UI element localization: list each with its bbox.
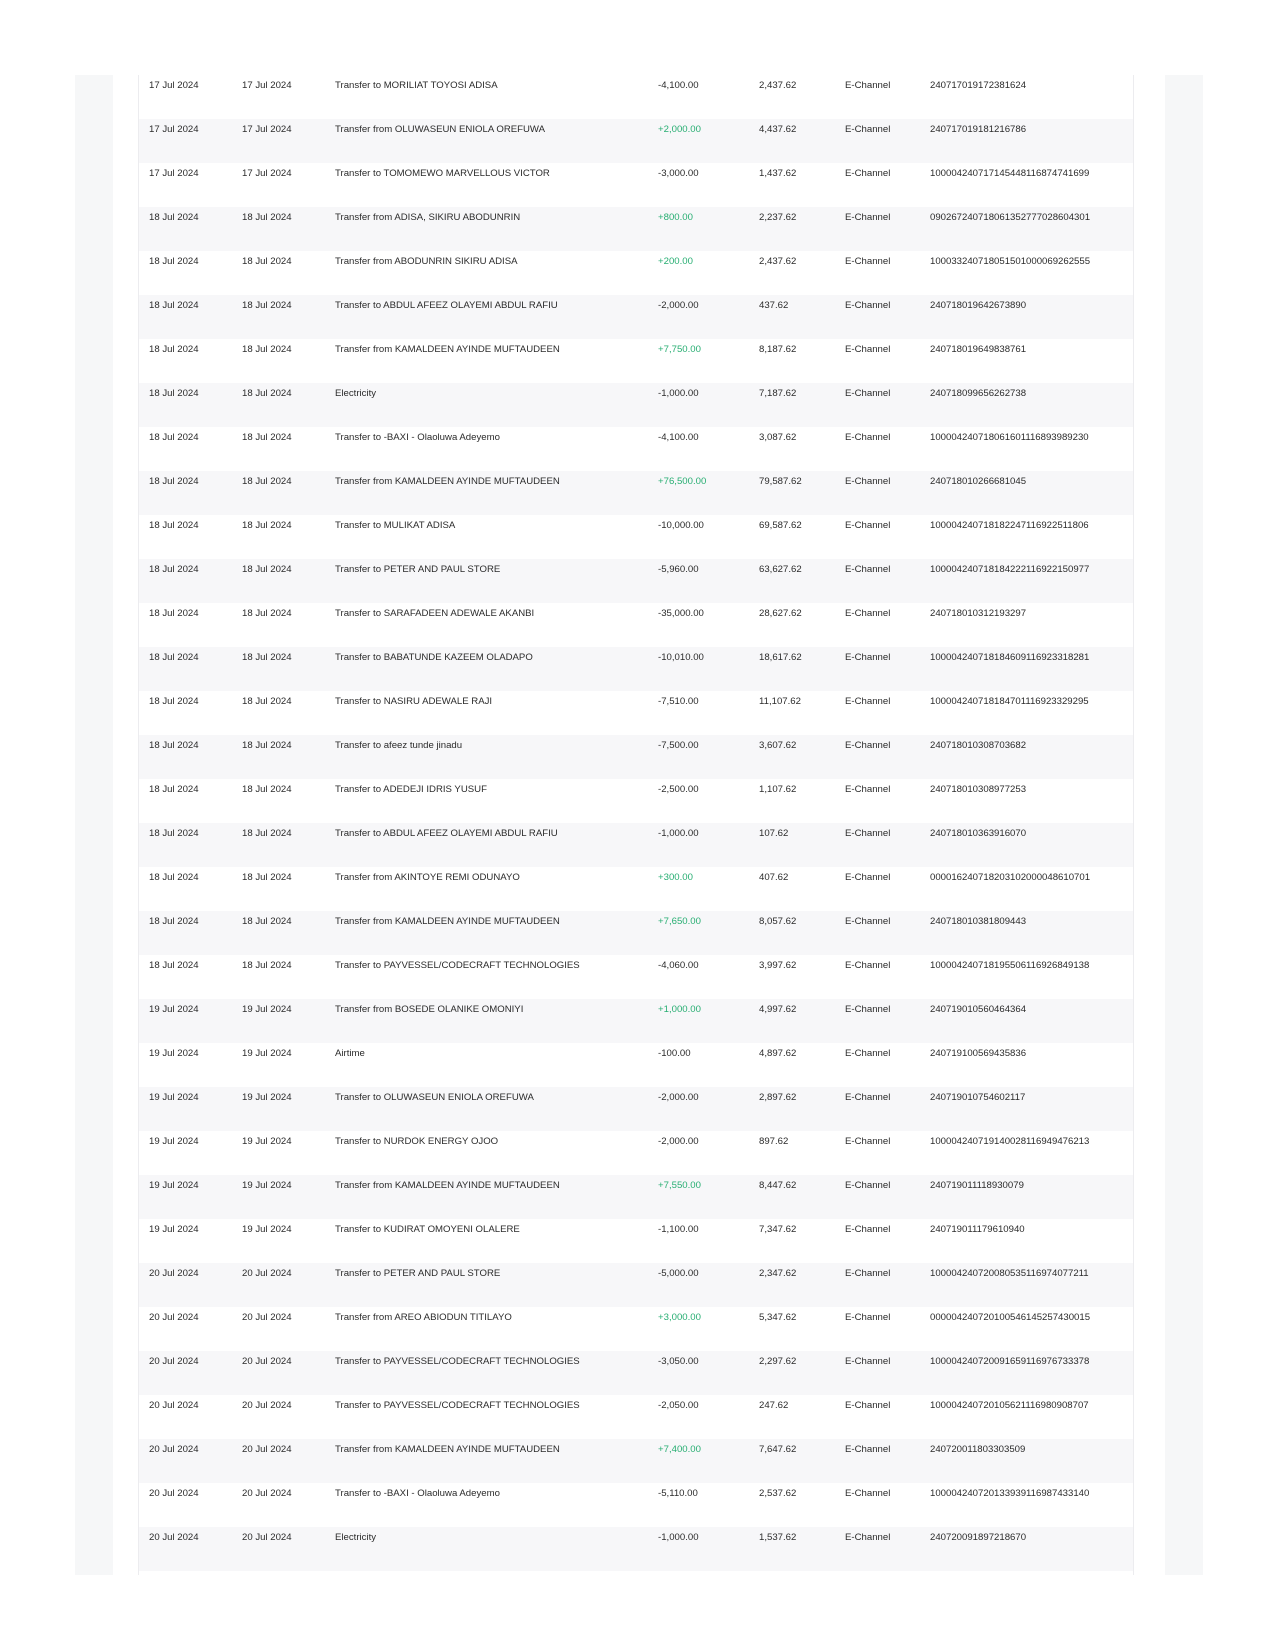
transaction-date: 18 Jul 2024	[149, 608, 199, 619]
transaction-row	[139, 1043, 1133, 1087]
transaction-date: 19 Jul 2024	[149, 1224, 199, 1235]
right-margin-band	[1165, 75, 1203, 1575]
transaction-channel: E-Channel	[845, 1268, 891, 1279]
transaction-description: Transfer from KAMALDEEN AYINDE MUFTAUDEEN	[335, 916, 560, 927]
value-date: 18 Jul 2024	[242, 476, 292, 487]
transaction-channel: E-Channel	[845, 388, 891, 399]
transaction-reference: 000016240718203102000048610701	[930, 872, 1091, 883]
running-balance: 4,437.62	[759, 124, 797, 135]
transaction-reference: 100004240718061601116893989230	[930, 432, 1089, 443]
transaction-description: Transfer to TOMOMEWO MARVELLOUS VICTOR	[335, 168, 550, 179]
transaction-channel: E-Channel	[845, 1312, 891, 1323]
transaction-row	[139, 603, 1133, 647]
transaction-amount: -100.00	[658, 1048, 691, 1059]
transaction-row	[139, 1307, 1133, 1351]
transaction-channel: E-Channel	[845, 960, 891, 971]
transaction-date: 20 Jul 2024	[149, 1268, 199, 1279]
transaction-description: Transfer to NASIRU ADEWALE RAJI	[335, 696, 493, 707]
transaction-description: Transfer from AKINTOYE REMI ODUNAYO	[335, 872, 520, 883]
transaction-date: 18 Jul 2024	[149, 784, 199, 795]
transaction-row	[139, 779, 1133, 823]
transaction-reference: 240719100569435836	[930, 1048, 1027, 1059]
running-balance: 2,297.62	[759, 1356, 797, 1367]
transaction-row	[139, 163, 1133, 207]
transaction-reference: 100004240717145448116874741699	[930, 168, 1090, 179]
transaction-date: 18 Jul 2024	[149, 300, 199, 311]
transaction-reference: 100004240718182247116922511806	[930, 520, 1089, 531]
transaction-amount: -7,500.00	[658, 740, 699, 751]
transaction-reference: 090267240718061352777028604301	[930, 212, 1091, 223]
transaction-date: 17 Jul 2024	[149, 80, 199, 91]
running-balance: 5,347.62	[759, 1312, 797, 1323]
transaction-amount: -2,500.00	[658, 784, 699, 795]
transaction-description: Transfer to PETER AND PAUL STORE	[335, 1268, 501, 1279]
transaction-amount: -10,010.00	[658, 652, 704, 663]
transaction-date: 18 Jul 2024	[149, 256, 199, 267]
value-date: 20 Jul 2024	[242, 1356, 292, 1367]
transaction-amount: -1,000.00	[658, 388, 699, 399]
transaction-reference: 240718010312193297	[930, 608, 1027, 619]
value-date: 18 Jul 2024	[242, 432, 292, 443]
transaction-amount: +7,750.00	[658, 344, 701, 355]
transaction-description: Transfer from ADISA, SIKIRU ABODUNRIN	[335, 212, 521, 223]
transaction-reference: 240718010266681045	[930, 476, 1027, 487]
transaction-amount: -2,050.00	[658, 1400, 699, 1411]
transaction-reference: 240718010308977253	[930, 784, 1027, 795]
transaction-date: 18 Jul 2024	[149, 344, 199, 355]
transaction-description: Transfer to PAYVESSEL/CODECRAFT TECHNOLOGIES	[335, 1356, 580, 1367]
running-balance: 247.62	[759, 1400, 789, 1411]
transaction-date: 19 Jul 2024	[149, 1004, 199, 1015]
running-balance: 69,587.62	[759, 520, 802, 531]
transaction-date: 19 Jul 2024	[149, 1092, 199, 1103]
transaction-date: 18 Jul 2024	[149, 564, 199, 575]
transaction-date: 18 Jul 2024	[149, 212, 199, 223]
running-balance: 7,347.62	[759, 1224, 797, 1235]
transaction-row	[139, 207, 1133, 251]
value-date: 18 Jul 2024	[242, 344, 292, 355]
transaction-amount: -5,000.00	[658, 1268, 699, 1279]
running-balance: 18,617.62	[759, 652, 802, 663]
transaction-date: 18 Jul 2024	[149, 696, 199, 707]
transaction-channel: E-Channel	[845, 476, 891, 487]
value-date: 19 Jul 2024	[242, 1224, 292, 1235]
transaction-date: 18 Jul 2024	[149, 432, 199, 443]
value-date: 20 Jul 2024	[242, 1312, 292, 1323]
value-date: 18 Jul 2024	[242, 520, 292, 531]
transaction-amount: +200.00	[658, 256, 693, 267]
transaction-channel: E-Channel	[845, 256, 891, 267]
transaction-row	[139, 427, 1133, 471]
running-balance: 8,187.62	[759, 344, 797, 355]
transaction-reference: 240719010560464364	[930, 1004, 1027, 1015]
left-margin-band	[75, 75, 113, 1575]
transaction-channel: E-Channel	[845, 916, 891, 927]
transaction-channel: E-Channel	[845, 652, 891, 663]
transaction-row	[139, 119, 1133, 163]
transaction-amount: -4,100.00	[658, 80, 699, 91]
transaction-description: Transfer to PETER AND PAUL STORE	[335, 564, 501, 575]
transaction-channel: E-Channel	[845, 212, 891, 223]
transaction-channel: E-Channel	[845, 872, 891, 883]
transaction-description: Transfer to KUDIRAT OMOYENI OLALERE	[335, 1224, 520, 1235]
running-balance: 3,997.62	[759, 960, 797, 971]
transaction-row	[139, 1219, 1133, 1263]
value-date: 20 Jul 2024	[242, 1268, 292, 1279]
running-balance: 28,627.62	[759, 608, 802, 619]
transaction-date: 19 Jul 2024	[149, 1136, 199, 1147]
transaction-date: 18 Jul 2024	[149, 520, 199, 531]
transaction-description: Transfer from ABODUNRIN SIKIRU ADISA	[335, 256, 518, 267]
transaction-row	[139, 1483, 1133, 1527]
transaction-reference: 240718019649838761	[930, 344, 1027, 355]
running-balance: 63,627.62	[759, 564, 802, 575]
transaction-channel: E-Channel	[845, 784, 891, 795]
running-balance: 7,647.62	[759, 1444, 797, 1455]
transaction-description: Transfer to afeez tunde jinadu	[335, 740, 463, 751]
transaction-amount: -3,000.00	[658, 168, 699, 179]
transaction-row	[139, 471, 1133, 515]
transaction-channel: E-Channel	[845, 740, 891, 751]
value-date: 18 Jul 2024	[242, 256, 292, 267]
transaction-amount: -4,060.00	[658, 960, 699, 971]
transaction-row	[139, 1351, 1133, 1395]
value-date: 20 Jul 2024	[242, 1444, 292, 1455]
transaction-row	[139, 1131, 1133, 1175]
transaction-date: 20 Jul 2024	[149, 1312, 199, 1323]
transaction-amount: -1,000.00	[658, 1532, 699, 1543]
transaction-description: Transfer from BOSEDE OLANIKE OMONIYI	[335, 1004, 524, 1015]
transaction-reference: 240718010363916070	[930, 828, 1027, 839]
transaction-date: 20 Jul 2024	[149, 1532, 199, 1543]
running-balance: 2,897.62	[759, 1092, 797, 1103]
transaction-amount: +7,650.00	[658, 916, 701, 927]
transaction-amount: -3,050.00	[658, 1356, 699, 1367]
transaction-reference: 100033240718051501000069262555	[930, 256, 1091, 267]
transaction-amount: -5,960.00	[658, 564, 699, 575]
transaction-reference: 240720011803303509	[930, 1444, 1026, 1455]
transaction-reference: 100004240720091659116976733378	[930, 1356, 1090, 1367]
transaction-description: Electricity	[335, 1532, 377, 1543]
running-balance: 11,107.62	[759, 696, 801, 707]
transaction-description: Transfer to MULIKAT ADISA	[335, 520, 456, 531]
transaction-channel: E-Channel	[845, 300, 891, 311]
running-balance: 4,897.62	[759, 1048, 797, 1059]
value-date: 20 Jul 2024	[242, 1400, 292, 1411]
transaction-row	[139, 999, 1133, 1043]
value-date: 18 Jul 2024	[242, 740, 292, 751]
transaction-channel: E-Channel	[845, 608, 891, 619]
running-balance: 2,437.62	[759, 80, 797, 91]
transaction-amount: -5,110.00	[658, 1488, 698, 1499]
value-date: 19 Jul 2024	[242, 1048, 292, 1059]
transaction-amount: -2,000.00	[658, 300, 699, 311]
transaction-reference: 100004240720133939116987433140	[930, 1488, 1090, 1499]
transaction-date: 20 Jul 2024	[149, 1400, 199, 1411]
transaction-channel: E-Channel	[845, 1532, 891, 1543]
transaction-date: 20 Jul 2024	[149, 1356, 199, 1367]
value-date: 18 Jul 2024	[242, 828, 292, 839]
transaction-reference: 100004240718184609116923318281	[930, 652, 1090, 663]
transaction-amount: +800.00	[658, 212, 693, 223]
transaction-row	[139, 955, 1133, 999]
transaction-description: Transfer to OLUWASEUN ENIOLA OREFUWA	[335, 1092, 534, 1103]
value-date: 18 Jul 2024	[242, 916, 292, 927]
running-balance: 2,437.62	[759, 256, 797, 267]
transaction-channel: E-Channel	[845, 1136, 891, 1147]
transaction-table	[139, 75, 1133, 1571]
transaction-row	[139, 1263, 1133, 1307]
transaction-row	[139, 867, 1133, 911]
transaction-description: Transfer to BABATUNDE KAZEEM OLADAPO	[335, 652, 533, 663]
transaction-date: 18 Jul 2024	[149, 828, 199, 839]
value-date: 19 Jul 2024	[242, 1004, 292, 1015]
transaction-description: Transfer from KAMALDEEN AYINDE MUFTAUDEEN	[335, 1444, 560, 1455]
transaction-reference: 100004240720105621116980908707	[930, 1400, 1089, 1411]
value-date: 18 Jul 2024	[242, 652, 292, 663]
transaction-description: Transfer to MORILIAT TOYOSI ADISA	[335, 80, 498, 91]
transaction-date: 19 Jul 2024	[149, 1048, 199, 1059]
transaction-amount: +7,400.00	[658, 1444, 701, 1455]
transaction-date: 17 Jul 2024	[149, 124, 199, 135]
transaction-amount: +76,500.00	[658, 476, 707, 487]
running-balance: 7,187.62	[759, 388, 797, 399]
transaction-description: Transfer to PAYVESSEL/CODECRAFT TECHNOLOGIES	[335, 960, 580, 971]
value-date: 18 Jul 2024	[242, 212, 292, 223]
value-date: 18 Jul 2024	[242, 696, 292, 707]
transaction-channel: E-Channel	[845, 1444, 891, 1455]
transaction-row	[139, 647, 1133, 691]
transaction-amount: -1,000.00	[658, 828, 699, 839]
transaction-row	[139, 1395, 1133, 1439]
transaction-reference: 100004240718195506116926849138	[930, 960, 1090, 971]
value-date: 17 Jul 2024	[242, 124, 292, 135]
transaction-date: 18 Jul 2024	[149, 872, 199, 883]
transaction-amount: +300.00	[658, 872, 693, 883]
transaction-description: Transfer to NURDOK ENERGY OJOO	[335, 1136, 499, 1147]
transaction-reference: 240719011179610940	[930, 1224, 1025, 1235]
transaction-row	[139, 823, 1133, 867]
transaction-description: Transfer to -BAXI - Olaoluwa Adeyemo	[335, 432, 500, 443]
transaction-reference: 100004240718184701116923329295	[930, 696, 1089, 707]
transaction-channel: E-Channel	[845, 124, 891, 135]
transaction-channel: E-Channel	[845, 1092, 891, 1103]
value-date: 18 Jul 2024	[242, 960, 292, 971]
transaction-amount: -4,100.00	[658, 432, 699, 443]
transaction-date: 20 Jul 2024	[149, 1444, 199, 1455]
value-date: 18 Jul 2024	[242, 300, 292, 311]
transaction-reference: 240717019181216786	[930, 124, 1027, 135]
running-balance: 2,347.62	[759, 1268, 797, 1279]
transaction-reference: 240719011118930079	[930, 1180, 1024, 1191]
transaction-description: Transfer from KAMALDEEN AYINDE MUFTAUDEEN	[335, 476, 560, 487]
value-date: 20 Jul 2024	[242, 1488, 292, 1499]
transaction-date: 18 Jul 2024	[149, 960, 199, 971]
transaction-date: 18 Jul 2024	[149, 388, 199, 399]
transaction-amount: +3,000.00	[658, 1312, 701, 1323]
transaction-row	[139, 1087, 1133, 1131]
running-balance: 8,057.62	[759, 916, 797, 927]
transaction-channel: E-Channel	[845, 828, 891, 839]
transaction-date: 18 Jul 2024	[149, 916, 199, 927]
transaction-channel: E-Channel	[845, 564, 891, 575]
transaction-channel: E-Channel	[845, 344, 891, 355]
value-date: 17 Jul 2024	[242, 80, 292, 91]
transaction-row	[139, 383, 1133, 427]
transaction-description: Transfer from KAMALDEEN AYINDE MUFTAUDEEN	[335, 1180, 560, 1191]
transaction-reference: 240717019172381624	[930, 80, 1027, 91]
transaction-channel: E-Channel	[845, 1224, 891, 1235]
value-date: 18 Jul 2024	[242, 784, 292, 795]
transaction-channel: E-Channel	[845, 520, 891, 531]
transaction-amount: -1,100.00	[658, 1224, 699, 1235]
transaction-reference: 240718019642673890	[930, 300, 1027, 311]
transaction-date: 19 Jul 2024	[149, 1180, 199, 1191]
transaction-date: 18 Jul 2024	[149, 652, 199, 663]
running-balance: 8,447.62	[759, 1180, 797, 1191]
running-balance: 79,587.62	[759, 476, 802, 487]
transaction-channel: E-Channel	[845, 1004, 891, 1015]
value-date: 18 Jul 2024	[242, 564, 292, 575]
transaction-row	[139, 1175, 1133, 1219]
transaction-channel: E-Channel	[845, 1488, 891, 1499]
transaction-description: Transfer to ABDUL AFEEZ OLAYEMI ABDUL RAFIU	[335, 300, 558, 311]
transaction-reference: 100004240718184222116922150977	[930, 564, 1090, 575]
transaction-row	[139, 1527, 1133, 1571]
transaction-description: Transfer from OLUWASEUN ENIOLA OREFUWA	[335, 124, 546, 135]
transaction-amount: +2,000.00	[658, 124, 701, 135]
transaction-description: Transfer to ABDUL AFEEZ OLAYEMI ABDUL RAFIU	[335, 828, 558, 839]
transaction-channel: E-Channel	[845, 432, 891, 443]
running-balance: 2,537.62	[759, 1488, 797, 1499]
running-balance: 2,237.62	[759, 212, 797, 223]
transaction-reference: 240718010308703682	[930, 740, 1027, 751]
transaction-row	[139, 75, 1133, 119]
transaction-row	[139, 911, 1133, 955]
transaction-row	[139, 295, 1133, 339]
value-date: 18 Jul 2024	[242, 608, 292, 619]
statement-sheet	[138, 75, 1134, 1575]
transaction-description: Transfer to -BAXI - Olaoluwa Adeyemo	[335, 1488, 500, 1499]
transaction-amount: -10,000.00	[658, 520, 704, 531]
transaction-description: Transfer from KAMALDEEN AYINDE MUFTAUDEEN	[335, 344, 560, 355]
running-balance: 4,997.62	[759, 1004, 797, 1015]
running-balance: 3,087.62	[759, 432, 797, 443]
transaction-amount: +7,550.00	[658, 1180, 701, 1191]
running-balance: 1,437.62	[759, 168, 797, 179]
transaction-channel: E-Channel	[845, 1180, 891, 1191]
running-balance: 407.62	[759, 872, 789, 883]
transaction-date: 18 Jul 2024	[149, 740, 199, 751]
running-balance: 1,537.62	[759, 1532, 797, 1543]
value-date: 20 Jul 2024	[242, 1532, 292, 1543]
transaction-row	[139, 515, 1133, 559]
transaction-date: 17 Jul 2024	[149, 168, 199, 179]
transaction-reference: 240718010381809443	[930, 916, 1027, 927]
transaction-channel: E-Channel	[845, 1048, 891, 1059]
transaction-description: Airtime	[335, 1048, 365, 1059]
transaction-reference: 100004240720080535116974077211	[930, 1268, 1089, 1279]
transaction-description: Electricity	[335, 388, 377, 399]
value-date: 18 Jul 2024	[242, 872, 292, 883]
running-balance: 3,607.62	[759, 740, 797, 751]
transaction-amount: -35,000.00	[658, 608, 704, 619]
transaction-amount: +1,000.00	[658, 1004, 701, 1015]
transaction-channel: E-Channel	[845, 80, 891, 91]
transaction-description: Transfer to PAYVESSEL/CODECRAFT TECHNOLOGIES	[335, 1400, 580, 1411]
transaction-channel: E-Channel	[845, 696, 891, 707]
transaction-amount: -2,000.00	[658, 1136, 699, 1147]
transaction-reference: 240718099656262738	[930, 388, 1027, 399]
value-date: 19 Jul 2024	[242, 1092, 292, 1103]
transaction-channel: E-Channel	[845, 1356, 891, 1367]
transaction-channel: E-Channel	[845, 168, 891, 179]
transaction-amount: -7,510.00	[658, 696, 699, 707]
transaction-date: 18 Jul 2024	[149, 476, 199, 487]
value-date: 19 Jul 2024	[242, 1180, 292, 1191]
transaction-description: Transfer to ADEDEJI IDRIS YUSUF	[335, 784, 487, 795]
transaction-reference: 240719010754602117	[930, 1092, 1026, 1103]
transaction-reference: 000004240720100546145257430015	[930, 1312, 1091, 1323]
transaction-row	[139, 735, 1133, 779]
transaction-reference: 240720091897218670	[930, 1532, 1027, 1543]
value-date: 19 Jul 2024	[242, 1136, 292, 1147]
running-balance: 107.62	[759, 828, 789, 839]
transaction-description: Transfer to SARAFADEEN ADEWALE AKANBI	[335, 608, 535, 619]
transaction-row	[139, 339, 1133, 383]
transaction-row	[139, 1439, 1133, 1483]
transaction-row	[139, 691, 1133, 735]
transaction-description: Transfer from AREO ABIODUN TITILAYO	[335, 1312, 512, 1323]
transaction-reference: 100004240719140028116949476213	[930, 1136, 1090, 1147]
transaction-row	[139, 559, 1133, 603]
transaction-channel: E-Channel	[845, 1400, 891, 1411]
value-date: 18 Jul 2024	[242, 388, 292, 399]
transaction-date: 20 Jul 2024	[149, 1488, 199, 1499]
transaction-row	[139, 251, 1133, 295]
running-balance: 1,107.62	[759, 784, 797, 795]
running-balance: 897.62	[759, 1136, 789, 1147]
value-date: 17 Jul 2024	[242, 168, 292, 179]
transaction-amount: -2,000.00	[658, 1092, 699, 1103]
running-balance: 437.62	[759, 300, 789, 311]
